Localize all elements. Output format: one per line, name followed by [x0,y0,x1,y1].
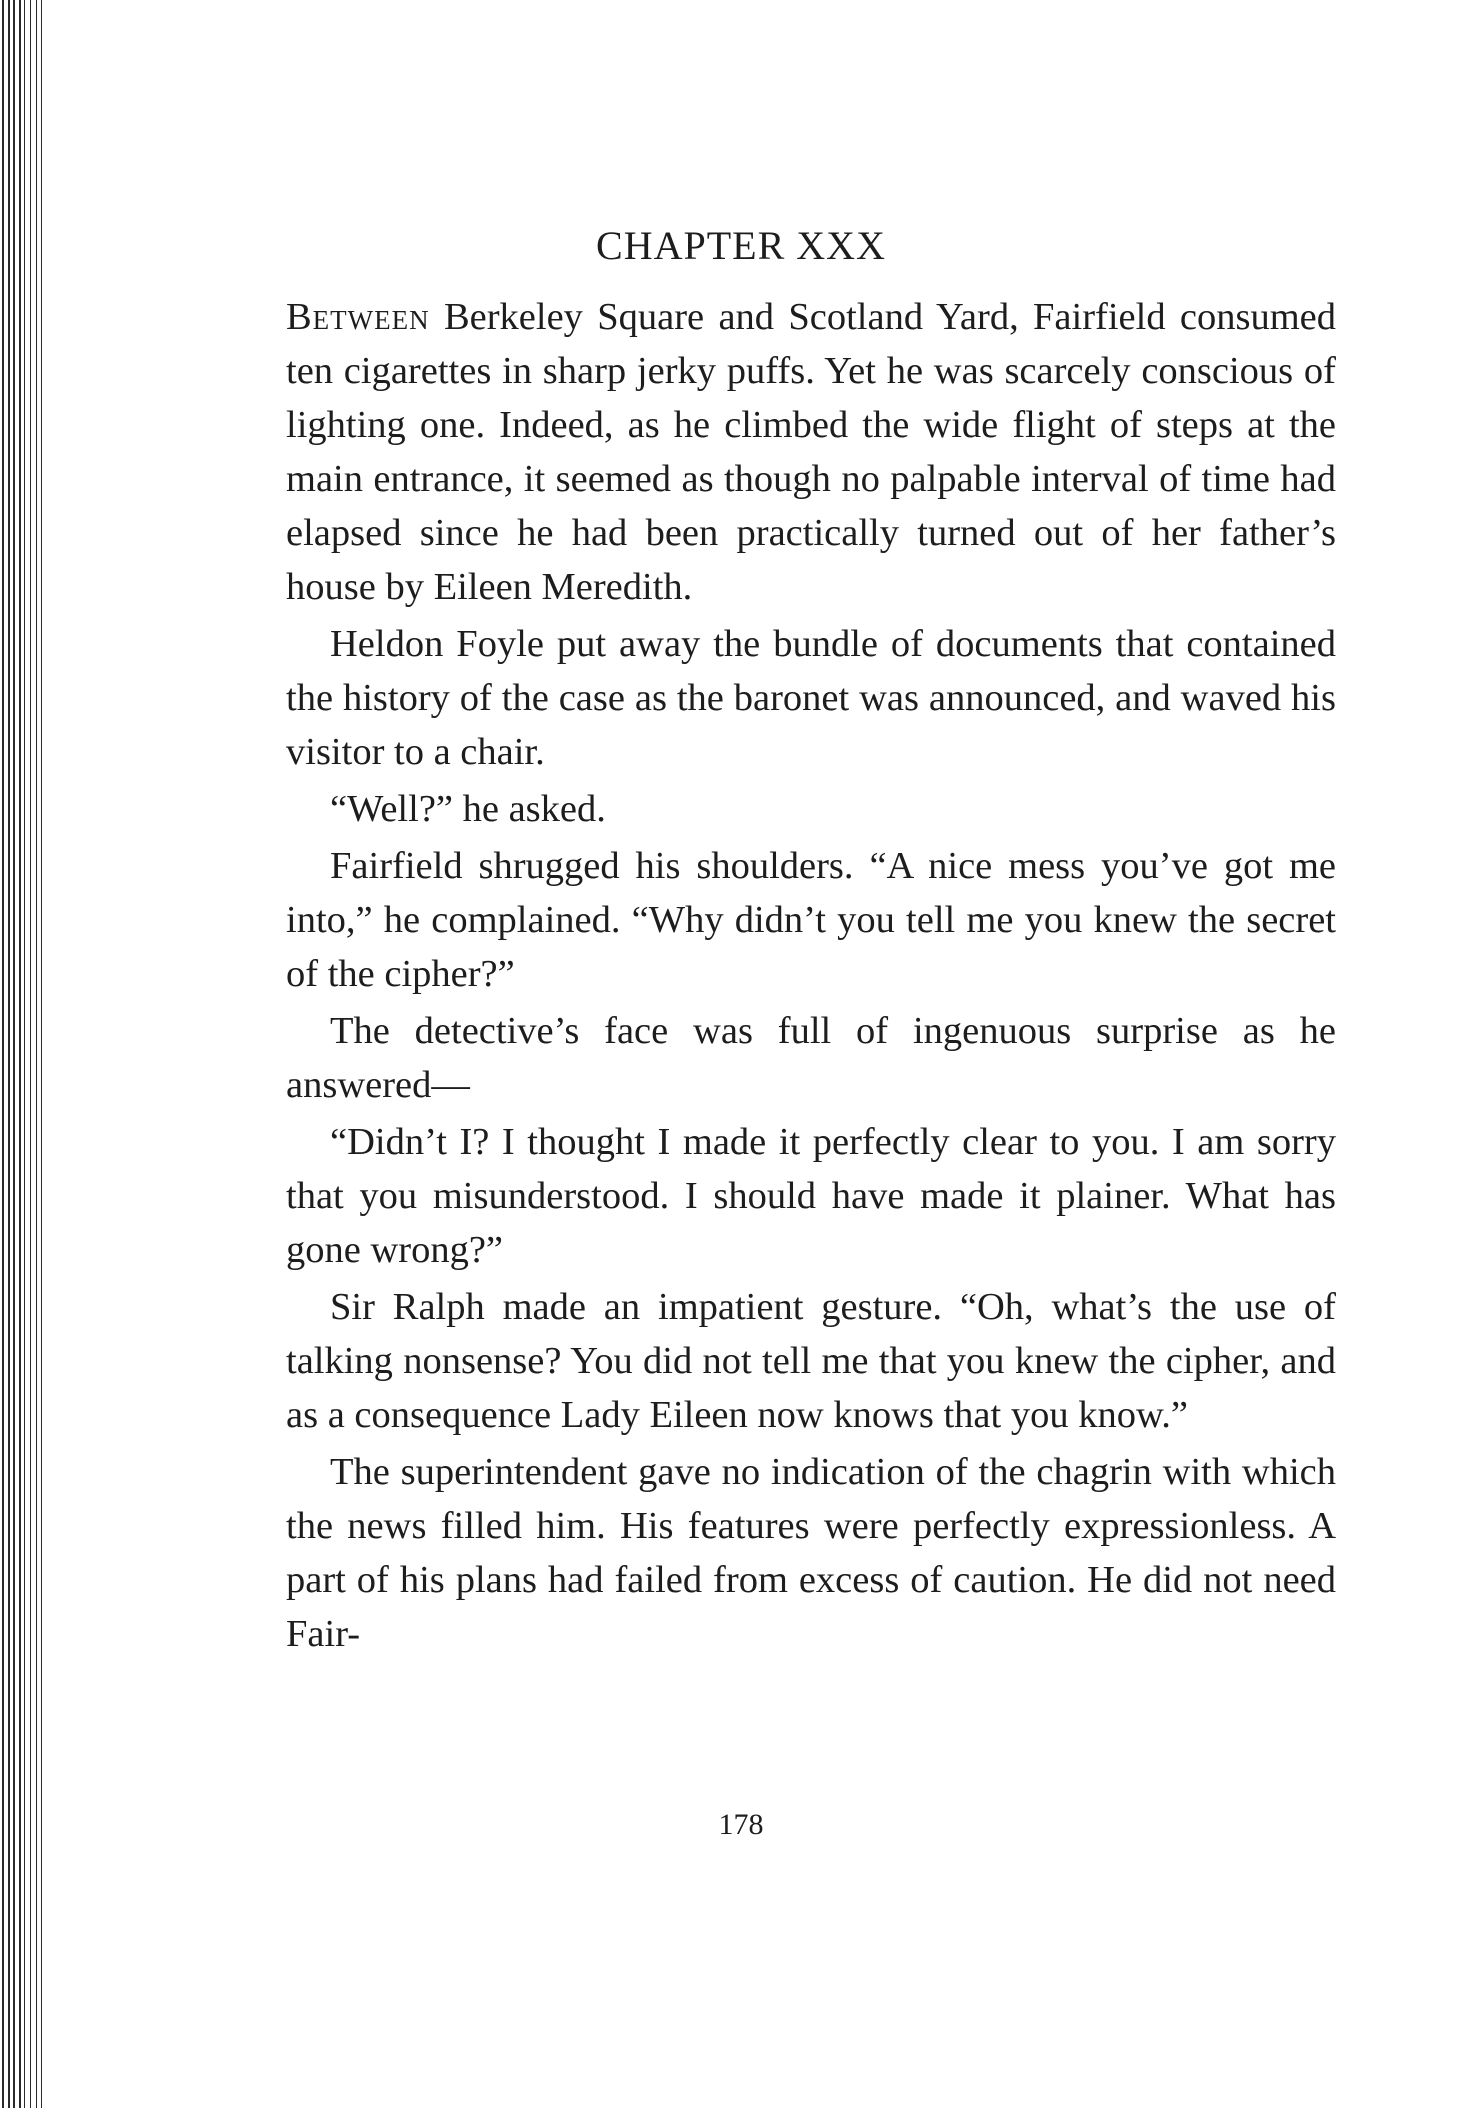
paragraph: The superintendent gave no indication of the chagrin with which the news filled him. His features were perfectly expressionless. A part of his plans had failed from excess of caution. He did not need Fair- [286,1451,1336,1655]
paragraph: Sir Ralph made an impatient gesture. “Oh, what’s the use of talking nonsense? You did not tell me that you knew the cipher, and as a consequence Lady Eileen now knows that you know.” [286,1286,1336,1436]
paragraph: “Well?” he asked. [330,788,606,830]
paragraph: Heldon Foyle put away the bundle of documents that contained the history of the case as the baronet was announced, and waved his visitor to a chair. [286,623,1336,773]
body-text [286,290,1336,1661]
paragraph: The detective’s face was full of ingenuous surprise as he answered— [286,1010,1336,1106]
chapter-title: CHAPTER XXX [596,223,886,268]
binding-edge [0,0,50,2108]
paragraph: “Didn’t I? I thought I made it perfectly clear to you. I am sorry that you misunderstood. I should have made it plainer. What has gone wrong?” [286,1121,1336,1271]
paragraph-text: Berkeley Square and Scotland Yard, Fairfield consumed ten cigarettes in sharp jerky puffs. Yet he was scarcely conscious of lighting one. Indeed, as he climbed the wide flight of steps at the main entrance, it seemed as though no palpable interval of time had elapsed since he had been practically turned out of her father’s house by Eileen Meredith. [286,296,1336,608]
paragraph [286,290,1336,614]
page-number: 178 [718,1808,764,1841]
paragraph: Fairfield shrugged his shoulders. “A nice mess you’ve got me into,” he complained. “Why didn’t you tell me you knew the secret of the cipher?” [286,845,1336,995]
paragraph-lead: Between [286,296,430,338]
